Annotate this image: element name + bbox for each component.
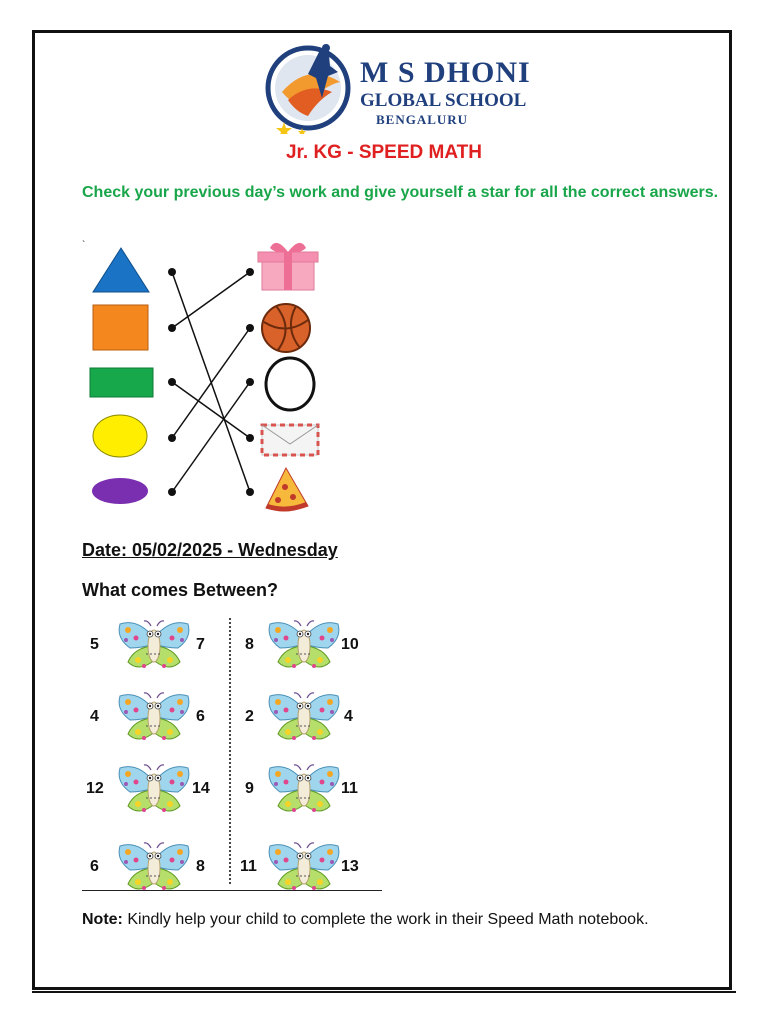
butterfly-icon [116, 690, 192, 744]
butterfly-icon [116, 762, 192, 816]
triangle-shape [93, 248, 149, 292]
left-number: 2 [245, 708, 254, 725]
basketball-icon [262, 304, 310, 352]
logo-city: BENGALURU [376, 112, 469, 127]
right-number: 11 [341, 780, 358, 797]
right-number: 13 [341, 858, 359, 875]
worksheet-date: Date: 05/02/2025 - Wednesday [82, 540, 338, 560]
match-line [172, 382, 250, 492]
butterfly-icon [266, 762, 342, 816]
match-line [172, 272, 250, 328]
note-body: Kindly help your child to complete the work in their Speed Math notebook. [122, 911, 649, 928]
match-line [172, 328, 250, 438]
circle-shape [93, 415, 147, 457]
right-number: 8 [196, 858, 205, 875]
left-number: 8 [245, 636, 254, 653]
match-line [172, 382, 250, 438]
logo-subtitle: GLOBAL SCHOOL [360, 90, 527, 111]
oval-shape [92, 478, 148, 504]
butterfly-icon [266, 618, 342, 672]
butterfly-icon [116, 618, 192, 672]
envelope-icon [262, 425, 318, 455]
right-number: 4 [344, 708, 353, 725]
page-title: Jr. KG - SPEED MATH [285, 142, 482, 163]
logo-name: M S DHONI [360, 56, 531, 89]
rectangle-shape [90, 368, 153, 397]
column-divider [229, 618, 231, 884]
left-number: 5 [90, 636, 99, 653]
right-number: 14 [192, 780, 210, 797]
page-border-bottom [32, 991, 736, 993]
left-number: 12 [86, 780, 104, 797]
left-number: 6 [90, 858, 99, 875]
right-number: 10 [341, 636, 359, 653]
stray-mark: ` [82, 240, 86, 251]
instruction-text: Check your previous day’s work and give yourself a star for all the correct answers. [82, 184, 719, 201]
school-logo [262, 42, 542, 134]
matching-exercise [80, 232, 340, 522]
egg-icon [266, 358, 314, 410]
gift-icon [258, 243, 318, 290]
section-heading: What comes Between? [82, 580, 279, 600]
logo-emblem-icon [262, 42, 358, 134]
note-label: Note: [82, 911, 123, 928]
butterfly-icon [266, 690, 342, 744]
butterfly-icon [116, 840, 192, 894]
right-number: 6 [196, 708, 205, 725]
between-exercise [80, 612, 385, 894]
right-number: 7 [196, 636, 205, 653]
square-shape [93, 305, 148, 350]
left-number: 11 [240, 858, 257, 875]
left-number: 9 [245, 780, 254, 797]
note-text [82, 908, 692, 932]
pizza-slice-icon [266, 468, 308, 512]
butterfly-icon [266, 840, 342, 894]
left-number: 4 [90, 708, 99, 725]
